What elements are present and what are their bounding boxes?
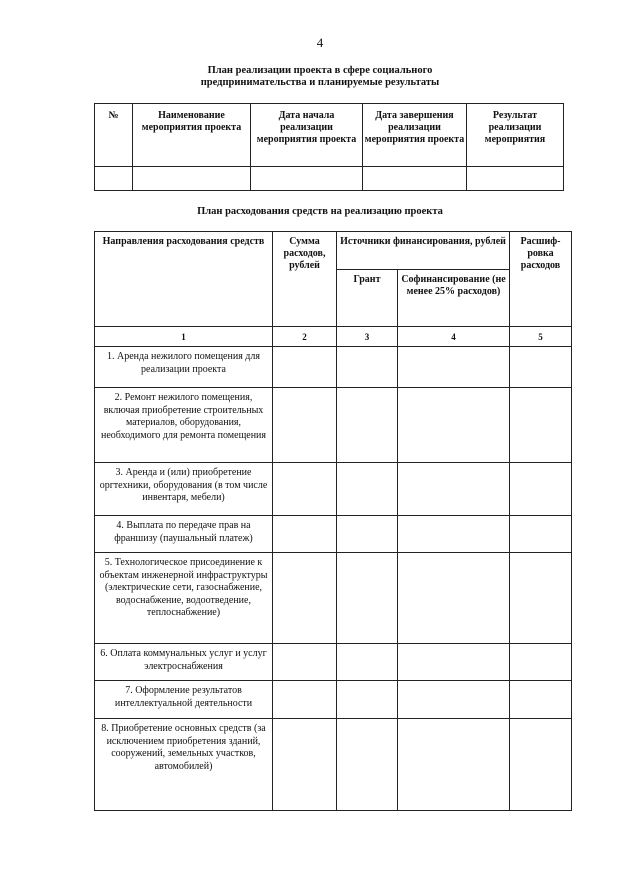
empty-cell [510, 347, 572, 388]
empty-cell [510, 719, 572, 811]
plan-table-empty-row [95, 167, 564, 191]
expense-row [95, 463, 572, 516]
column-number: 5 [510, 327, 572, 347]
empty-cell [398, 644, 510, 681]
plan-table-header-row [95, 104, 564, 167]
empty-cell [273, 719, 337, 811]
empty-cell [273, 347, 337, 388]
expense-row [95, 644, 572, 681]
empty-cell [133, 167, 251, 191]
plan-header-result: Результат реализации мероприятия [467, 104, 564, 167]
expense-row [95, 719, 572, 811]
column-number: 1 [95, 327, 273, 347]
header-grant: Грант [337, 270, 398, 327]
expense-item-label: 5. Технологическое присоединение к объектам инженерной инфраструктуры (электрические сети, газоснабжение, водоснабжение, водоотведение, теплоснабжение) [95, 553, 273, 644]
column-number: 4 [398, 327, 510, 347]
expense-item-label: 2. Ремонт нежилого помещения, включая приобретение строительных материалов, оборудования, необходимого для ремонта помещения [95, 388, 273, 463]
expense-item-label: 1. Аренда нежилого помещения для реализации проекта [95, 347, 273, 388]
empty-cell [363, 167, 467, 191]
expense-table [94, 231, 572, 811]
empty-cell [510, 463, 572, 516]
empty-cell [337, 644, 398, 681]
empty-cell [510, 388, 572, 463]
expense-row [95, 347, 572, 388]
header-sum: Сумма расходов, рублей [273, 232, 337, 327]
expense-header-row-1 [95, 232, 572, 270]
empty-cell [398, 347, 510, 388]
empty-cell [510, 644, 572, 681]
expense-row [95, 553, 572, 644]
plan-table [94, 103, 564, 191]
plan-header-number: № [95, 104, 133, 167]
expense-row [95, 681, 572, 719]
expense-title: План расходования средств на реализацию проекта [197, 206, 443, 217]
empty-cell [337, 553, 398, 644]
empty-cell [337, 347, 398, 388]
plan-header-name: Наименование мероприятия проекта [133, 104, 251, 167]
empty-cell [510, 553, 572, 644]
expense-item-label: 7. Оформление результатов интеллектуальной деятельности [95, 681, 273, 719]
empty-cell [251, 167, 363, 191]
empty-cell [95, 167, 133, 191]
empty-cell [398, 681, 510, 719]
expense-row [95, 388, 572, 463]
header-sources: Источники финансирования, рублей [337, 232, 510, 270]
empty-cell [467, 167, 564, 191]
empty-cell [273, 644, 337, 681]
empty-cell [273, 463, 337, 516]
column-number-row [95, 327, 572, 347]
empty-cell [273, 553, 337, 644]
header-decoding: Расшиф-ровка расходов [510, 232, 572, 327]
expense-row [95, 516, 572, 553]
plan-title-line-1: План реализации проекта в сфере социального [207, 65, 433, 76]
empty-cell [398, 388, 510, 463]
empty-cell [398, 463, 510, 516]
empty-cell [398, 719, 510, 811]
empty-cell [510, 681, 572, 719]
empty-cell [273, 681, 337, 719]
column-number: 3 [337, 327, 398, 347]
empty-cell [337, 719, 398, 811]
empty-cell [337, 516, 398, 553]
column-number: 2 [273, 327, 337, 347]
empty-cell [398, 516, 510, 553]
expense-item-label: 3. Аренда и (или) приобретение оргтехники, оборудования (в том числе инвентаря, мебели) [95, 463, 273, 516]
expense-item-label: 6. Оплата коммунальных услуг и услуг электроснабжения [95, 644, 273, 681]
empty-cell [273, 388, 337, 463]
header-direction: Направления расходования средств [95, 232, 273, 327]
plan-header-start-date: Дата начала реализации мероприятия проекта [251, 104, 363, 167]
empty-cell [337, 463, 398, 516]
page-number: 4 [316, 35, 324, 50]
expense-item-label: 8. Приобретение основных средств (за исключением приобретения зданий, сооружений, земельных участков, автомобилей) [95, 719, 273, 811]
expense-item-label: 4. Выплата по передаче прав на франшизу (паушальный платеж) [95, 516, 273, 553]
empty-cell [510, 516, 572, 553]
empty-cell [337, 388, 398, 463]
empty-cell [337, 681, 398, 719]
empty-cell [273, 516, 337, 553]
header-cofinancing: Софинансирование (не менее 25% расходов) [398, 270, 510, 327]
plan-title [0, 65, 640, 89]
plan-title-line-2: предпринимательства и планируемые результаты [200, 77, 440, 88]
plan-header-end-date: Дата завершения реализации мероприятия проекта [363, 104, 467, 167]
empty-cell [398, 553, 510, 644]
